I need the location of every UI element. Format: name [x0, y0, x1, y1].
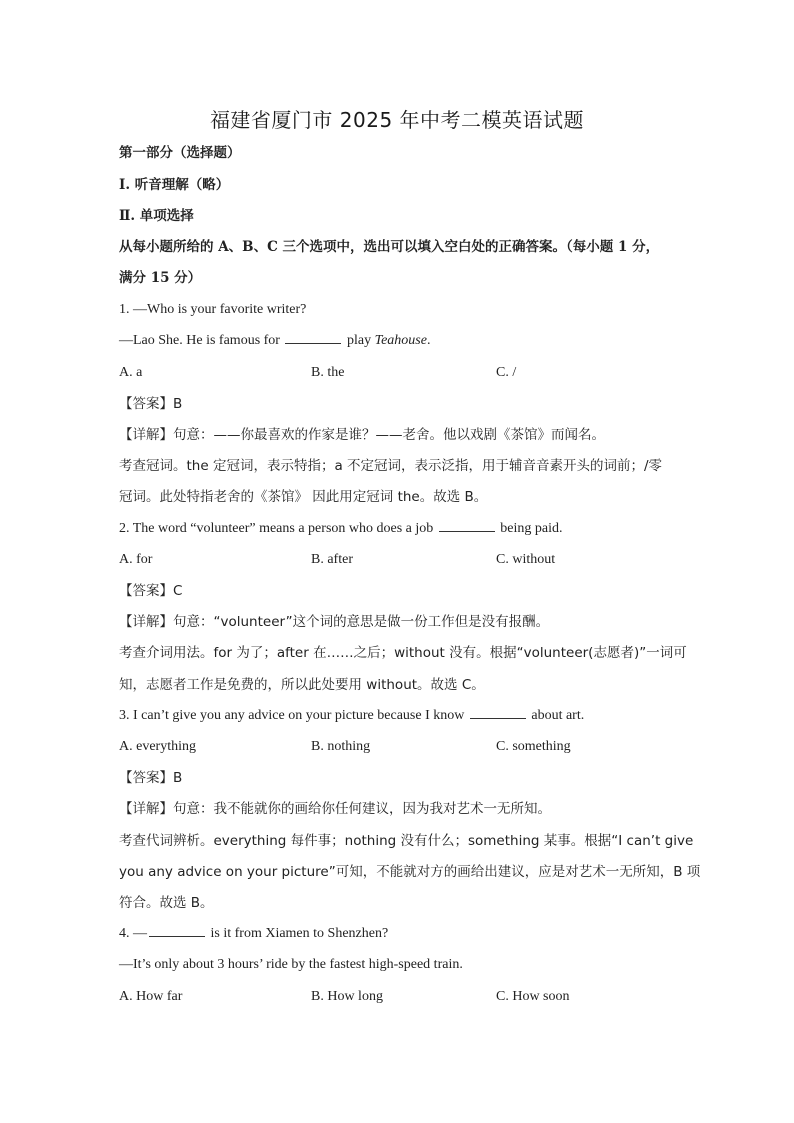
q4-stem-pre: 4. — — [119, 926, 147, 941]
q3-option-a: A. everything — [119, 739, 196, 754]
q1-stem-line1: 1. —Who is your favorite writer? — [119, 302, 307, 317]
q1-answer: 【答案】B — [119, 396, 183, 412]
q1-stem-post: . — [426, 333, 431, 348]
q4-stem-post: is it from Xiamen to Shenzhen? — [210, 926, 389, 941]
q3-detail: 【详解】句意：我不能就你的画给你任何建议，因为我对艺术一无所知。 — [119, 801, 551, 817]
q3-option-b: B. nothing — [311, 739, 371, 754]
q1-stem-italic: Teahouse — [374, 333, 427, 348]
q2-detail: 【详解】句意：“volunteer”这个词的意思是做一份工作但是没有报酬。 — [119, 614, 550, 630]
instruction-line-2: 满分 15 分） — [119, 270, 202, 286]
q4-option-a: A. How far — [119, 989, 183, 1004]
q1-stem-pre: —Lao She. He is famous for — [119, 333, 280, 348]
q1-detail: 【详解】句意：——你最喜欢的作家是谁？——老舍。他以戏剧《茶馆》而闻名。 — [119, 427, 605, 443]
q1-option-a: A. a — [119, 365, 143, 380]
q4-stem-line1 — [119, 924, 388, 944]
q2-option-a: A. for — [119, 552, 153, 567]
q2-explain-1: 考查介词用法。for 为了；after 在……之后；without 没有。根据“volunteer(志愿者)”一词可 — [119, 645, 687, 661]
q4-stem-line2: —It’s only about 3 hours’ ride by the fastest high-speed train. — [119, 957, 463, 972]
q3-explain-1: 考查代词辨析。everything 每件事；nothing 没有什么；something 某事。根据“I can’t give — [119, 833, 694, 849]
q1-explain-2: 冠词。此处特指老舍的《茶馆》 因此用定冠词 the。故选 B。 — [119, 489, 488, 505]
q3-option-c: C. something — [496, 739, 571, 754]
section-listening: Ⅰ. 听音理解（略） — [119, 177, 230, 193]
page-title: 福建省厦门市 2025 年中考二模英语试题 — [209, 108, 585, 132]
q3-stem — [119, 706, 584, 726]
q2-stem-post: being paid. — [500, 521, 563, 536]
q2-answer: 【答案】C — [119, 583, 183, 599]
q2-stem — [119, 519, 562, 539]
q1-blank — [285, 331, 341, 344]
instruction-line-1: 从每小题所给的 A、B、C 三个选项中，选出可以填入空白处的正确答案。（每小题 1 分， — [119, 239, 660, 255]
q1-option-c: C. / — [496, 365, 517, 380]
q1-option-b: B. the — [311, 365, 345, 380]
q4-blank — [149, 924, 205, 937]
q3-stem-post: about art. — [531, 708, 585, 723]
q3-answer: 【答案】B — [119, 770, 183, 786]
q1-stem-line2 — [119, 331, 430, 351]
q4-option-c: C. How soon — [496, 989, 570, 1004]
q3-explain-2: you any advice on your picture”可知，不能就对方的画给出建议，应是对艺术一无所知，B 项 — [119, 864, 701, 880]
q2-option-b: B. after — [311, 552, 353, 567]
q4-option-b: B. How long — [311, 989, 383, 1004]
part-heading: 第一部分（选择题） — [119, 145, 241, 161]
q3-stem-pre: 3. I can’t give you any advice on your picture because I know — [119, 708, 465, 723]
q3-explain-3: 符合。故选 B。 — [119, 895, 214, 911]
q1-explain-1: 考查冠词。the 定冠词，表示特指；a 不定冠词，表示泛指，用于辅音音素开头的词前；/零 — [119, 458, 663, 474]
q3-blank — [470, 706, 526, 719]
section-single-choice: Ⅱ. 单项选择 — [119, 208, 194, 224]
q2-blank — [439, 519, 495, 532]
q2-explain-2: 知，志愿者工作是免费的，所以此处要用 without。故选 C。 — [119, 677, 485, 693]
q2-option-c: C. without — [496, 552, 556, 567]
q2-stem-pre: 2. The word “volunteer” means a person who does a job — [119, 521, 434, 536]
q1-stem-mid: play — [346, 333, 375, 348]
